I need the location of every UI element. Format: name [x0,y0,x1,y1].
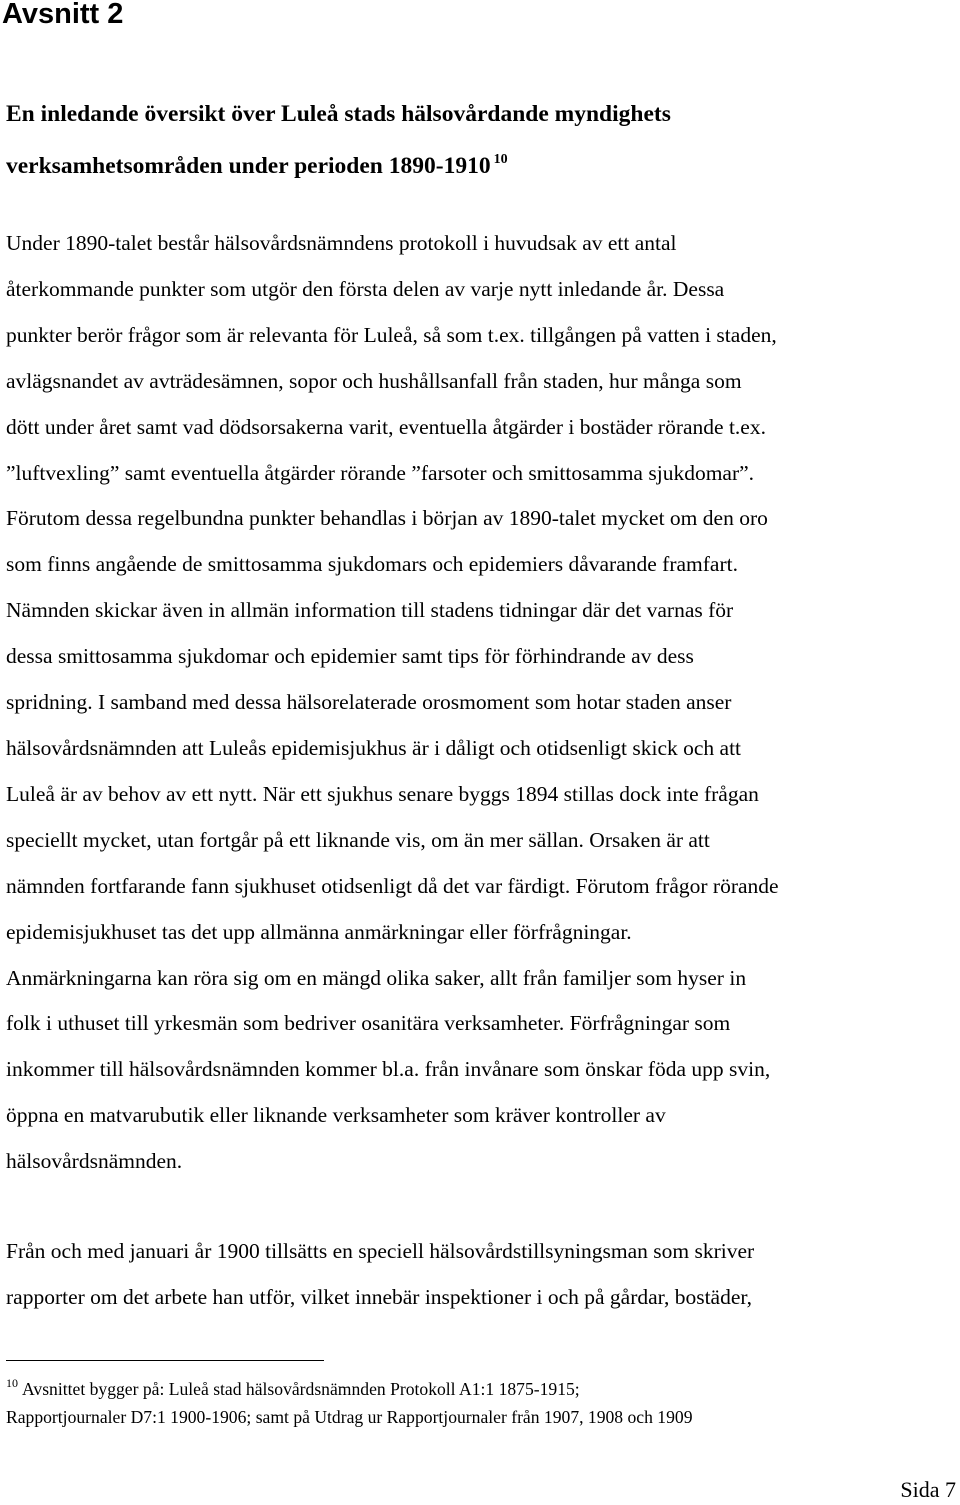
paragraph-line: Nämnden skickar även in allmän information till stadens tidningar där det varnas för [6,598,734,623]
paragraph-line: punkter berör frågor som är relevanta för Luleå, så som t.ex. tillgången på vatten i staden, [6,322,777,347]
paragraph-line: Från och med januari år 1900 tillsätts en speciell hälsovårdstillsyningsman som skriver [6,1239,755,1263]
paragraph-line: rapporter om det arbete han utför, vilket innebär inspektioner i och på gårdar, bostäder, [6,1284,753,1309]
paragraph-line: Anmärkningarna kan röra sig om en mängd olika saker, allt från familjer som hyser in [6,965,747,990]
title-line: En inledande översikt över Luleå stads hälsovårdande myndighets [6,101,671,127]
paragraph-line: Under 1890-talet består hälsovårdsnämndens protokoll i huvudsak av ett antal [6,231,677,255]
paragraph-line: dessa smittosamma sjukdomar och epidemier samt tips för förhindrande av dess [6,644,694,669]
footnote-text: Avsnittet bygger på: Luleå stad hälsovårdsnämnden Protokoll A1:1 1875-1915; [22,1379,580,1399]
paragraph-line: inkommer till hälsovårdsnämnden kommer bl.a. från invånare som önskar föda upp svin, [6,1057,771,1082]
title-line-text: verksamhetsområden under perioden 1890-1910 [6,153,491,179]
footnote-separator [6,1360,324,1361]
paragraph-line: återkommande punkter som utgör den första delen av varje nytt inledande år. Dessa [6,276,725,301]
footnote-line [6,1375,956,1403]
title-line [6,140,956,192]
paragraph-line: folk i uthuset till yrkesmän som bedriver osanitära verksamheter. Förfrågningar som [6,1011,731,1036]
page-number: Sida 7 [900,1477,956,1502]
paragraph-line: dött under året samt vad dödsorsakerna varit, eventuella åtgärder i bostäder rörande t.ex. [6,414,766,439]
paragraph-line: epidemisjukhuset tas det upp allmänna anmärkningar eller förfrågningar. [6,919,632,944]
footnote [6,1375,956,1431]
paragraph-line: spridning. I samband med dessa hälsorelaterade orosmoment som hotar staden anser [6,690,732,715]
paragraph-line: nämnden fortfarande fann sjukhuset otidsenligt då det var färdigt. Förutom frågor rörande [6,873,779,898]
footnote-reference[interactable]: 10 [493,152,508,167]
paragraph-line: ”luftvexling” samt eventuella åtgärder rörande ”farsoter och smittosamma sjukdomar”. [6,460,755,485]
paragraph-line: avlägsnandet av avträdesämnen, sopor och hushållsanfall från staden, hur många som [6,368,742,393]
paragraph-line: Förutom dessa regelbundna punkter behandlas i början av 1890-talet mycket om den oro [6,506,768,531]
paragraph-line: speciellt mycket, utan fortgår på ett liknande vis, om än mer sällan. Orsaken är att [6,827,710,852]
footnote-line: Rapportjournaler D7:1 1900-1906; samt på Utdrag ur Rapportjournaler från 1907, 1908 och 1909 [6,1407,693,1427]
paragraph-line: hälsovårdsnämnden att Luleås epidemisjukhus är i dåligt och otidsenligt skick och att [6,735,742,760]
paragraph-line: hälsovårdsnämnden. [6,1149,183,1174]
body-paragraph [6,1229,958,1321]
paragraph-line: öppna en matvarubutik eller liknande verksamheter som kräver kontroller av [6,1103,666,1128]
section-heading: Avsnitt 2 [2,0,124,30]
page-title [6,88,956,192]
paragraph-line: som finns angående de smittosamma sjukdomars och epidemiers dåvarande framfart. [6,552,738,577]
paragraph-line: Luleå är av behov av ett nytt. När ett sjukhus senare byggs 1894 stillas dock inte frågan [6,781,759,806]
footnote-number: 10 [6,1376,18,1390]
body-paragraph [6,221,958,1185]
